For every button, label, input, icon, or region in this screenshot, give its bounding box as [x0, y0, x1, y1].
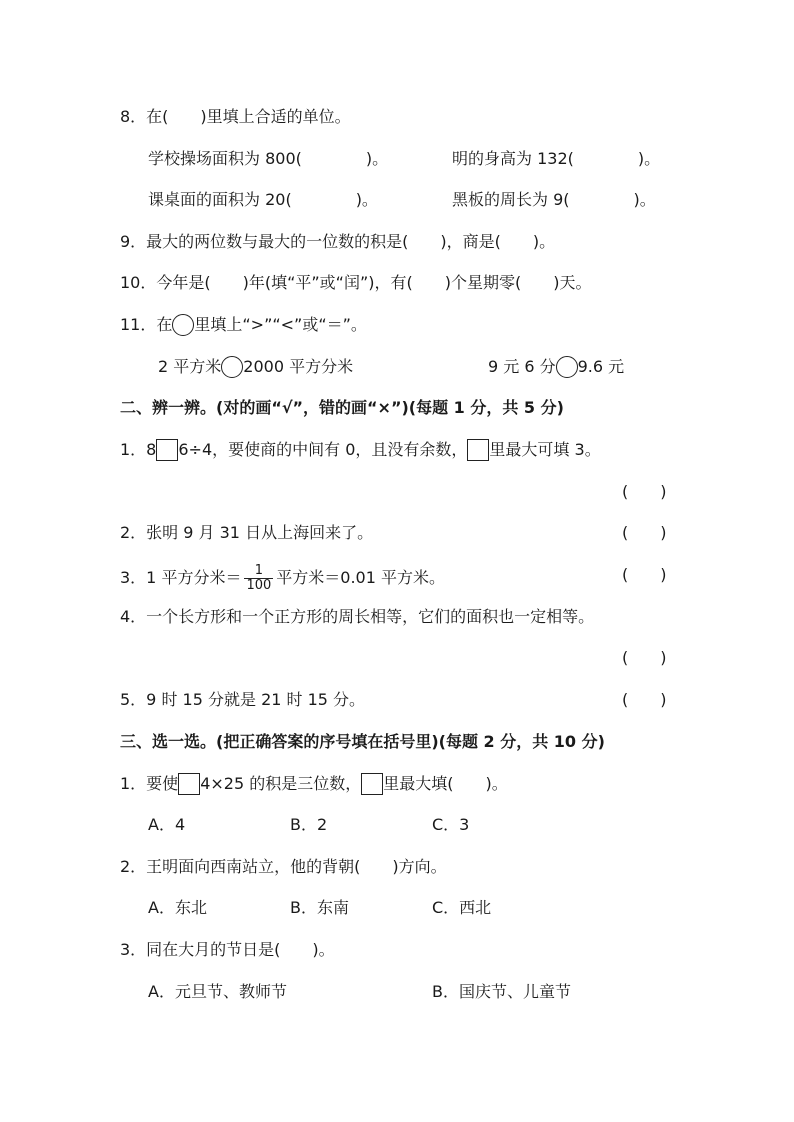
s2-q1-mid: 6÷4，要使商的中间有 0，且没有余数，: [178, 440, 468, 459]
q8-heading: 8．在( )里填上合适的单位。: [120, 107, 351, 126]
fraction: [244, 564, 273, 593]
q10-text: 10．今年是( )年(填“平”或“闰”)，有( )个星期零( )天。: [120, 273, 592, 292]
s3-q3: 3．同在大月的节日是( )。: [120, 940, 335, 959]
s2-q4: 4．一个长方形和一个正方形的周长相等，它们的面积也一定相等。: [120, 607, 595, 626]
answer-paren: ( ): [622, 482, 667, 501]
s2-q1-post: 里最大可填 3。: [489, 440, 601, 459]
s2-q3: [120, 564, 445, 593]
section3-title: 三、选一选。(把正确答案的序号填在括号里)(每题 2 分，共 10 分): [120, 732, 605, 751]
fraction-denominator: 100: [246, 578, 272, 593]
fraction-numerator: 1: [244, 564, 273, 579]
answer-paren: ( ): [622, 565, 667, 584]
q11-pre: 11．在: [120, 315, 173, 334]
option-b: B．国庆节、儿童节: [432, 982, 571, 1001]
s2-q1-pre: 1．8: [120, 440, 157, 459]
option-b: B．东南: [290, 898, 349, 917]
s2-q5: 5．9 时 15 分就是 21 时 15 分。: [120, 690, 366, 709]
q11-item-a: [158, 356, 353, 378]
s2-q1: [120, 439, 601, 461]
option-a: A．元旦节、教师节: [148, 982, 287, 1001]
section2-title: 二、辨一辨。(对的画“√”，错的画“×”)(每题 1 分，共 5 分): [120, 398, 564, 417]
s2-q2: 2．张明 9 月 31 日从上海回来了。: [120, 523, 374, 542]
q9-text: 9．最大的两位数与最大的一位数的积是( )，商是( )。: [120, 232, 556, 251]
option-c: C．西北: [432, 898, 492, 917]
q8-item-blackboard: 黑板的周长为 9( )。: [452, 190, 656, 209]
blank-box-icon: [178, 773, 200, 795]
answer-paren: ( ): [622, 690, 667, 709]
q11-b-right: 9.6 元: [577, 357, 625, 376]
option-a: A．4: [148, 815, 186, 834]
q11-post: 里填上“>”“<”或“＝”。: [194, 315, 367, 334]
compare-circle-icon: [221, 356, 243, 378]
s3-q1: [120, 773, 508, 795]
q11-b-left: 9 元 6 分: [488, 357, 556, 376]
s3-q2: 2．王明面向西南站立，他的背朝( )方向。: [120, 857, 447, 876]
blank-box-icon: [361, 773, 383, 795]
compare-circle-icon: [556, 356, 578, 378]
q11-heading: [120, 314, 367, 336]
s3-q1-mid: 4×25 的积是三位数，: [200, 774, 362, 793]
q11-item-b: [488, 356, 624, 378]
option-b: B．2: [290, 815, 328, 834]
q8-item-playground: 学校操场面积为 800( )。: [148, 149, 389, 168]
s2-q3-post: 平方米＝0.01 平方米。: [276, 568, 445, 587]
q8-item-desk: 课桌面的面积为 20( )。: [148, 190, 378, 209]
compare-circle-icon: [172, 314, 194, 336]
answer-paren: ( ): [622, 523, 667, 542]
q8-item-height: 明的身高为 132( )。: [452, 149, 661, 168]
option-a: A．东北: [148, 898, 207, 917]
q11-a-right: 2000 平方分米: [243, 357, 354, 376]
s3-q1-pre: 1．要使: [120, 774, 179, 793]
answer-paren: ( ): [622, 648, 667, 667]
s3-q1-post: 里最大填( )。: [383, 774, 508, 793]
q11-a-left: 2 平方米: [158, 357, 222, 376]
option-c: C．3: [432, 815, 470, 834]
blank-box-icon: [467, 439, 489, 461]
blank-box-icon: [156, 439, 178, 461]
s2-q3-pre: 3．1 平方分米＝: [120, 568, 242, 587]
